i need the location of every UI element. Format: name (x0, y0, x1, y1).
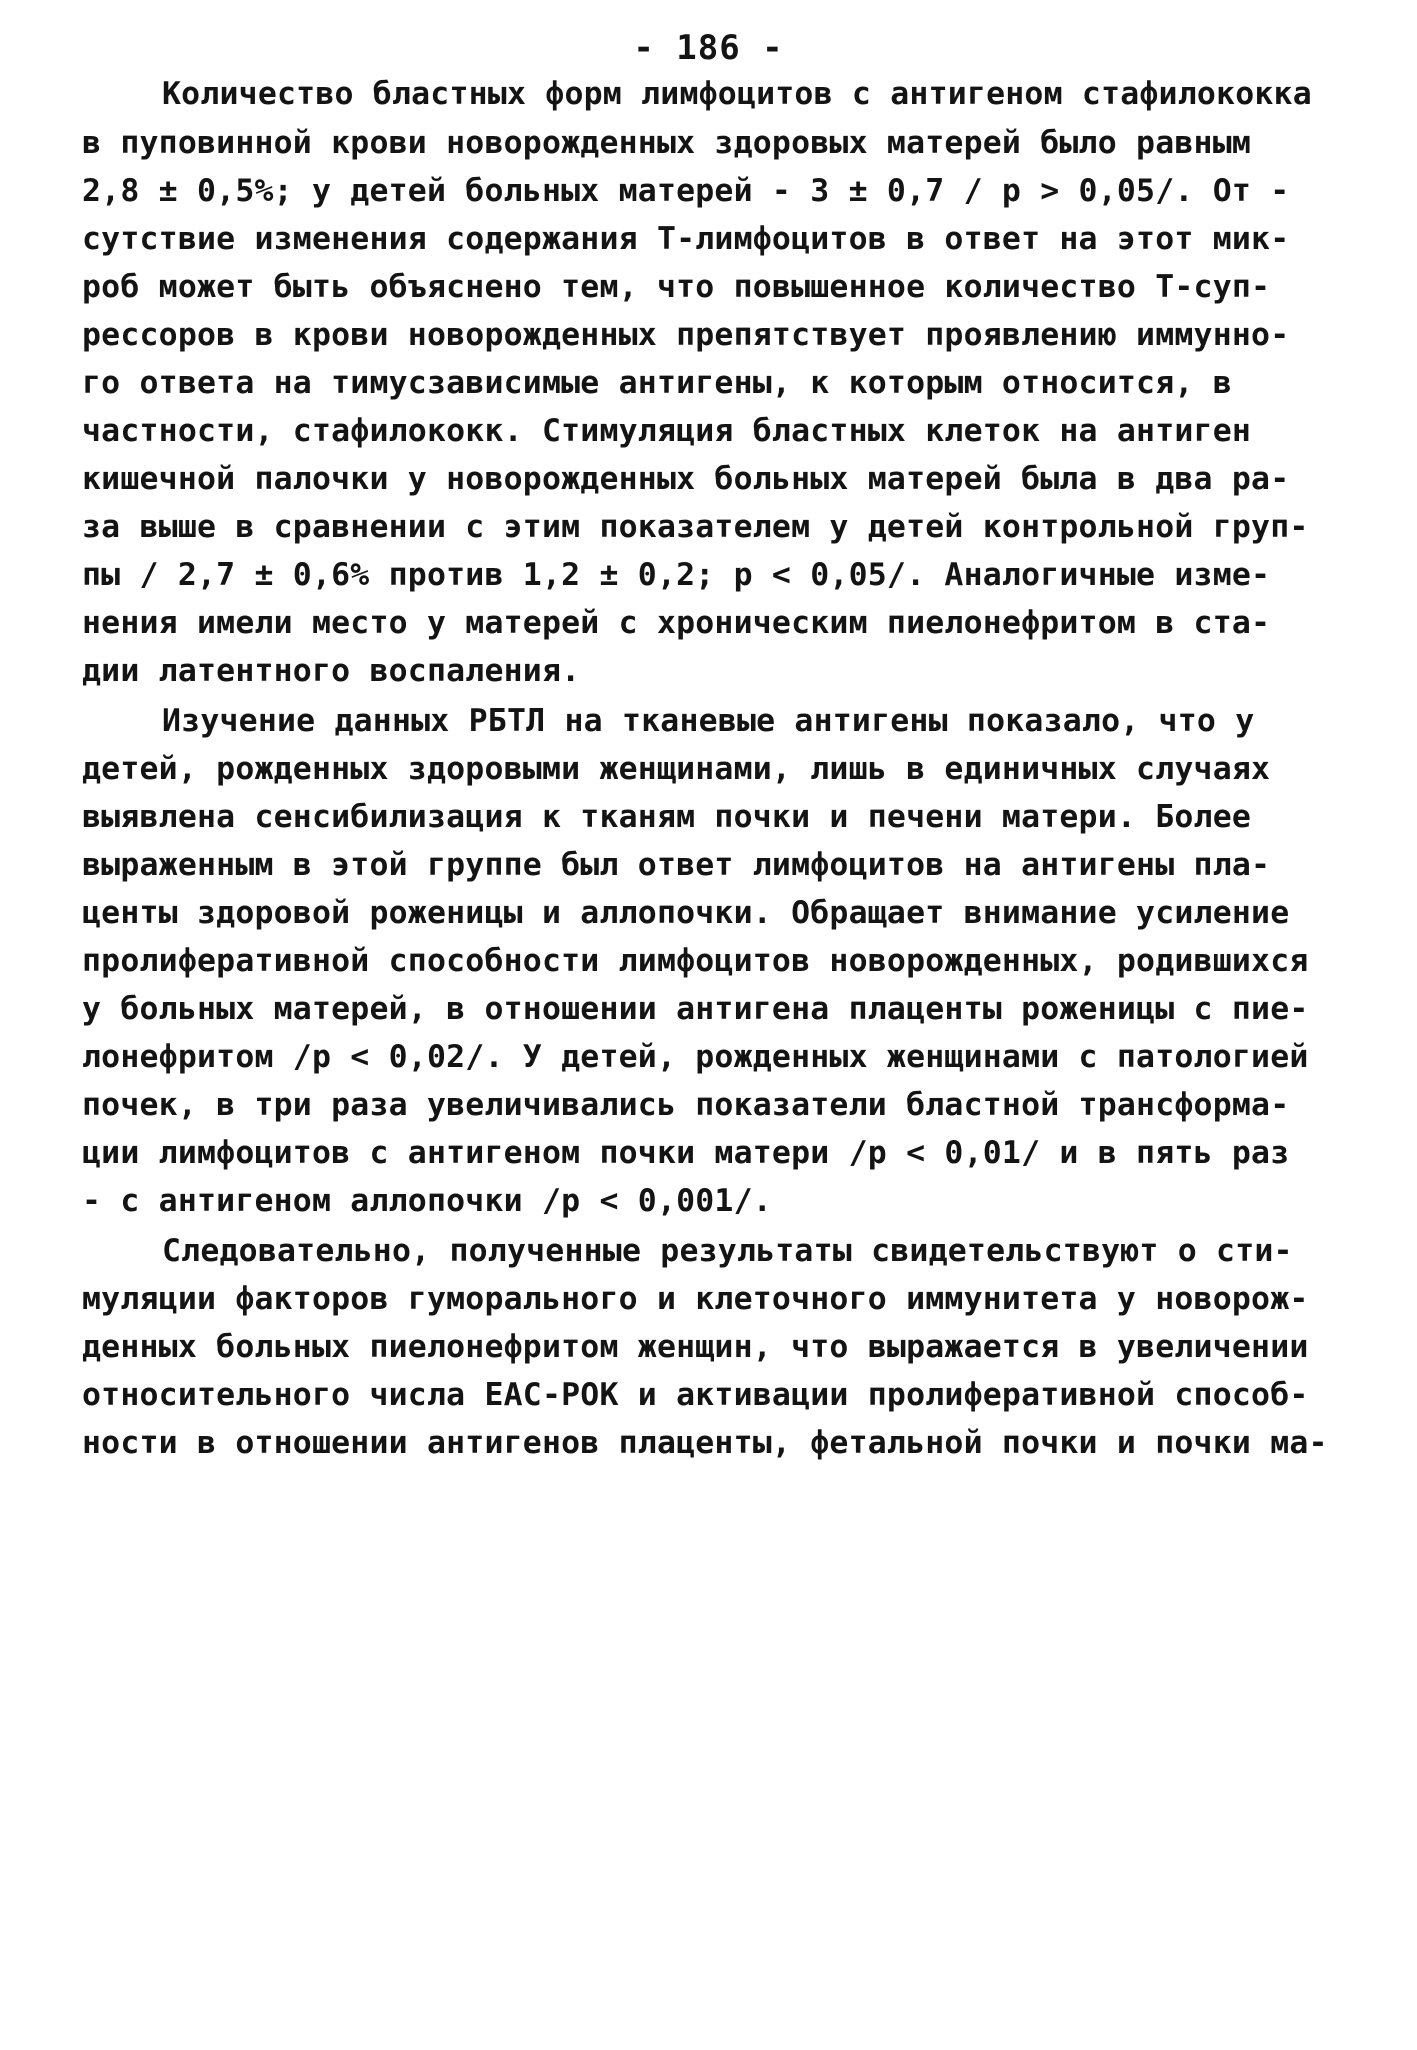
text-line: - с антигеном аллопочки /р < 0,001/. (82, 1183, 772, 1219)
text-line: 2,8 ± 0,5%; у детей больных матерей - 3 ± 0,7 / р > 0,05/. От - (82, 173, 1290, 209)
text-line: муляции факторов гуморального и клеточного иммунитета у новорож- (82, 1281, 1309, 1317)
text-line: сутствие изменения содержания Т-лимфоцитов в ответ на этот мик- (82, 221, 1290, 257)
text-line: лонефритом /р < 0,02/. У детей, рожденных женщинами с патологией (82, 1039, 1309, 1075)
text-line: рессоров в крови новорожденных препятствует проявлению иммунно- (82, 317, 1290, 353)
text-line: у больных матерей, в отношении антигена плаценты роженицы с пие- (82, 991, 1309, 1027)
text-line: центы здоровой роженицы и аллопочки. Обращает внимание усиление (82, 895, 1290, 931)
text-line: почек, в три раза увеличивались показатели бластной трансформа- (82, 1087, 1290, 1123)
text-line: Изучение данных РБТЛ на тканевые антигены показало, что у (162, 703, 1255, 739)
text-line: в пуповинной крови новорожденных здоровых матерей было равным (82, 125, 1252, 161)
text-line: пролиферативной способности лимфоцитов новорожденных, родившихся (82, 943, 1309, 979)
text-line: выраженным в этой группе был ответ лимфоцитов на антигены пла- (82, 847, 1271, 883)
text-line: детей, рожденных здоровыми женщинами, лишь в единичных случаях (82, 751, 1271, 787)
text-line: дии латентного воспаления. (82, 653, 581, 689)
text-line: ции лимфоцитов с антигеном почки матери /р < 0,01/ и в пять раз (82, 1135, 1290, 1171)
text-line: относительного числа ЕАС-РОК и активации пролиферативной способ- (82, 1377, 1309, 1413)
text-line: частности, стафилококк. Стимуляция бластных клеток на антиген (82, 413, 1252, 449)
text-line: за выше в сравнении с этим показателем у детей контрольной груп- (82, 509, 1309, 545)
text-line: кишечной палочки у новорожденных больных матерей была в два ра- (82, 461, 1290, 497)
text-line: го ответа на тимусзависимые антигены, к которым относится, в (82, 365, 1232, 401)
text-line: роб может быть объяснено тем, что повышенное количество Т-суп- (82, 269, 1271, 305)
text-line: выявлена сенсибилизация к тканям почки и печени матери. Более (82, 799, 1252, 835)
text-line: ности в отношении антигенов плаценты, фетальной почки и почки ма- (82, 1425, 1328, 1461)
text-line: пы / 2,7 ± 0,6% против 1,2 ± 0,2; р < 0,05/. Аналогичные изме- (82, 557, 1271, 593)
text-line: Количество бластных форм лимфоцитов с антигеном стафилококка (162, 76, 1312, 112)
text-line: денных больных пиелонефритом женщин, что выражается в увеличении (82, 1329, 1309, 1365)
page-number: - 186 - (633, 28, 784, 68)
text-line: нения имели место у матерей с хроническим пиелонефритом в ста- (82, 605, 1271, 641)
text-line: Следовательно, полученные результаты свидетельствуют о сти- (162, 1233, 1293, 1269)
